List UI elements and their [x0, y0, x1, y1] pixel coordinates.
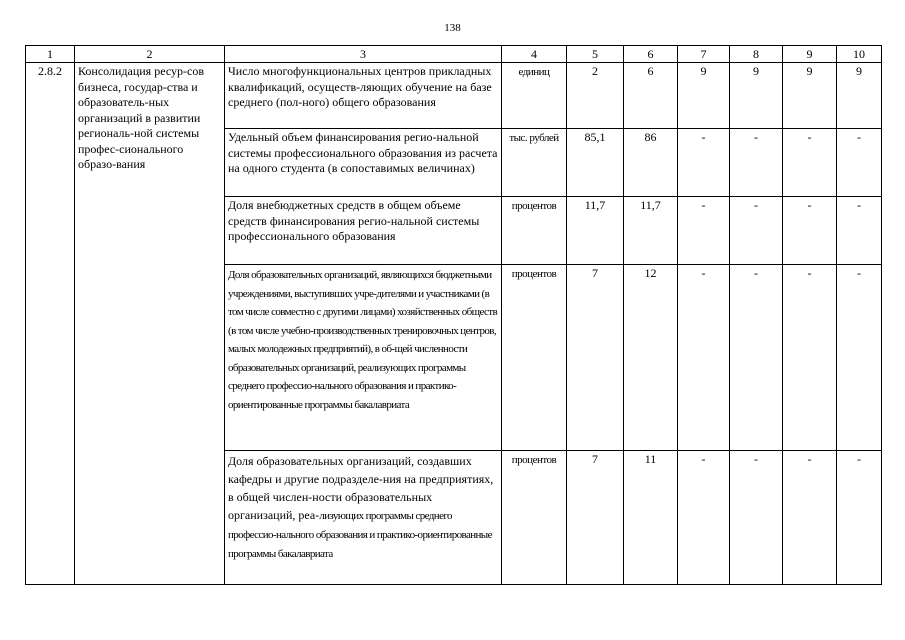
- header-cell: 6: [624, 46, 678, 63]
- value-cell: 2: [567, 63, 624, 129]
- value-cell: 7: [567, 451, 624, 585]
- section-title: Консолидация ресур-сов бизнеса, государ-ства и образователь-ных организаций в развитии региональ-ной системы профес-сионального образо-вания: [75, 63, 225, 585]
- indicator-text: Доля внебюджетных средств в общем объеме средств финансирования регио-нальной системы профессионального образования: [225, 197, 502, 265]
- header-cell: 7: [678, 46, 730, 63]
- value-cell: 12: [624, 265, 678, 451]
- value-cell: -: [783, 451, 837, 585]
- value-cell: -: [678, 451, 730, 585]
- unit-cell: единиц: [502, 63, 567, 129]
- value-cell: -: [730, 197, 783, 265]
- table-row: [26, 63, 882, 129]
- header-cell: 1: [26, 46, 75, 63]
- indicator-text-part: Доля образовательных организаций, создавших кафедры и другие подразделе-ния на предприятиях, в общей числен-ности образовательных организаций, реа-: [228, 454, 494, 522]
- header-cell: 10: [837, 46, 882, 63]
- value-cell: -: [783, 265, 837, 451]
- value-cell: -: [783, 197, 837, 265]
- value-cell: -: [837, 197, 882, 265]
- unit-cell: процентов: [502, 197, 567, 265]
- unit-cell: тыс. рублей: [502, 129, 567, 197]
- indicator-text: Доля образовательных организаций, являющихся бюджетными учреждениями, выступивших учре-дителями и участниками (в том числе совместно с другими лицами) хозяйственных обществ (в том числе учебно-производственных тренировочных центров, малых молодежных предприятий), в об-щей численности образовательных организаций, реализующих программы среднего профессио-нального образования и практико-ориентированные программы бакалавриата: [225, 265, 502, 451]
- indicator-text: [225, 451, 502, 585]
- value-cell: -: [837, 129, 882, 197]
- value-cell: 11,7: [624, 197, 678, 265]
- value-cell: -: [730, 129, 783, 197]
- page-number: 138: [444, 22, 461, 34]
- value-cell: 85,1: [567, 129, 624, 197]
- value-cell: -: [678, 129, 730, 197]
- value-cell: 9: [730, 63, 783, 129]
- indicator-text: Удельный объем финансирования регио-нальной системы профессионального образования из расчета на одного студента (в сопоставимых величинах): [225, 129, 502, 197]
- value-cell: 9: [783, 63, 837, 129]
- header-cell: 4: [502, 46, 567, 63]
- section-number: 2.8.2: [26, 63, 75, 585]
- header-cell: 2: [75, 46, 225, 63]
- value-cell: -: [730, 265, 783, 451]
- header-cell: 8: [730, 46, 783, 63]
- indicator-text-part: лизующих программы среднего профессио-нального образования и практико-ориентированные программы бакалавриата: [228, 510, 492, 560]
- value-cell: 7: [567, 265, 624, 451]
- value-cell: 6: [624, 63, 678, 129]
- indicators-table: [25, 45, 882, 585]
- value-cell: 9: [837, 63, 882, 129]
- value-cell: -: [837, 451, 882, 585]
- value-cell: -: [678, 197, 730, 265]
- header-cell: 5: [567, 46, 624, 63]
- value-cell: -: [837, 265, 882, 451]
- value-cell: -: [783, 129, 837, 197]
- value-cell: -: [678, 265, 730, 451]
- indicator-text: Число многофункциональных центров прикладных квалификаций, осуществ-ляющих обучение на базе среднего (пол-ного) общего образования: [225, 63, 502, 129]
- value-cell: 86: [624, 129, 678, 197]
- header-cell: 3: [225, 46, 502, 63]
- value-cell: -: [730, 451, 783, 585]
- value-cell: 9: [678, 63, 730, 129]
- value-cell: 11: [624, 451, 678, 585]
- table-header-row: [26, 46, 882, 63]
- header-cell: 9: [783, 46, 837, 63]
- value-cell: 11,7: [567, 197, 624, 265]
- unit-cell: процентов: [502, 451, 567, 585]
- unit-cell: процентов: [502, 265, 567, 451]
